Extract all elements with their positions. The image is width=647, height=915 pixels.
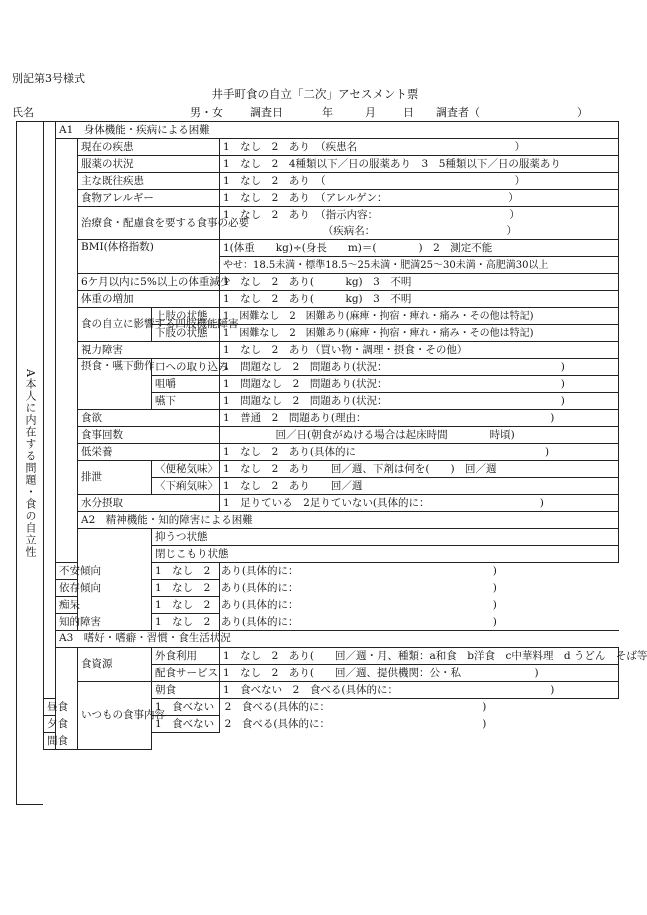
surveyor-label[interactable]: 調査者（ [436, 106, 480, 119]
surveyor-close: ） [577, 106, 588, 119]
appetite-value[interactable]: 1 普通 2 問題あり(理由： ) [220, 410, 619, 427]
appetite-label: 食欲 [78, 410, 220, 427]
intake-group-label: 摂食・嚥下動作 [78, 359, 152, 410]
past-disease-value[interactable]: 1 なし 2 あり （ ） [220, 173, 619, 190]
allergy-label: 食物アレルギー [78, 190, 220, 207]
upper-limb-value[interactable]: 1 困難なし 2 困難あり(麻痺・拘宿・痺れ・痛み・その他は特記) [220, 308, 619, 325]
weight-gain-label: 体重の増加 [78, 291, 220, 308]
therapy-diet-label: 治療食・配慮食を要する食事の必要 [78, 207, 220, 240]
delivery-value[interactable]: 1 なし 2 あり( 回／週、提供機関：公・私 ) [220, 665, 619, 682]
eating-out-label: 外食利用 [152, 648, 220, 665]
therapy-diet-value-2[interactable]: （疾病名： ） [220, 223, 619, 240]
a2-item-label: 閉じこもり状態 [152, 546, 619, 563]
section-a1-title: A1 身体機能・疾病による困難 [56, 122, 619, 139]
a2-item-label: 抑うつ状態 [152, 529, 619, 546]
year-label: 年 [322, 106, 333, 119]
vision-value[interactable]: 1 なし 2 あり（買い物・調理・摂食・その他） [220, 342, 619, 359]
section-a2-title: A2 精神機能・知的障害による困難 [78, 512, 619, 529]
diarrhea-label: 〈下痢気味〉 [152, 478, 220, 495]
snack-label: 間食 [44, 733, 56, 750]
limb-group-label: 食の自立に影響する四肢機能障害 [78, 308, 152, 342]
side-label-text: A本人に内在する問題・食の自立性 [24, 368, 37, 558]
current-disease-value[interactable]: 1 なし 2 あり （疾患名 ） [220, 139, 619, 156]
assessment-table [43, 121, 647, 750]
water-value[interactable]: 1 足りている 2足りていない(具体的に： ) [220, 495, 619, 512]
breakfast-label: 朝食 [152, 682, 220, 699]
current-disease-label: 現在の疾患 [78, 139, 220, 156]
delivery-label: 配食サービス [152, 665, 220, 682]
weight-loss-label: 6ケ月以内に5%以上の体重減少 [78, 274, 220, 291]
food-source-label: 食資源 [78, 648, 152, 682]
constipation-label: 〈便秘気味〉 [152, 461, 220, 478]
diarrhea-value[interactable]: 1 なし 2 あり 回／週 [220, 478, 619, 495]
meals-label: 食事回数 [78, 427, 220, 444]
a2-item-value[interactable]: 1 なし 2 あり(具体的に： ) [152, 597, 220, 614]
meals-value[interactable]: 回／日(朝食がぬける場合は起床時間 時頃) [220, 427, 619, 444]
chewing-value[interactable]: 1 問題なし 2 問題あり(状況： ) [220, 376, 619, 393]
dinner-label: 夕食 [44, 716, 56, 733]
month-label: 月 [365, 106, 376, 119]
weight-gain-value[interactable]: 1 なし 2 あり( kg) 3 不明 [220, 291, 619, 308]
swallowing-value[interactable]: 1 問題なし 2 問題あり(状況： ) [220, 393, 619, 410]
upper-limb-label: 上肢の状態 [152, 308, 220, 325]
excretion-group-label: 排泄 [78, 461, 152, 495]
mouth-intake-value[interactable]: 1 問題なし 2 問題あり(状況： ) [220, 359, 619, 376]
weight-loss-value[interactable]: 1 なし 2 あり( kg) 3 不明 [220, 274, 619, 291]
bmi-value-2: やせ：18.5未満・標準18.5～25未満・肥満25～30未満・高肥満30以上 [220, 257, 619, 274]
gender-label[interactable]: 男・女 [190, 106, 223, 119]
a2-item-label: 知的障害 [56, 614, 152, 631]
a3-title-blank [220, 631, 619, 648]
water-label: 水分摂取 [78, 495, 220, 512]
lower-limb-label: 下肢の状態 [152, 325, 220, 342]
a2-item-label: 痴呆 [56, 597, 152, 614]
vision-label: 視力障害 [78, 342, 220, 359]
side-label-cell [44, 122, 56, 699]
a2-item-label: 不安傾向 [56, 563, 152, 580]
bmi-value-1[interactable]: 1(体重 kg)÷(身長 m)＝( ) 2 測定不能 [220, 240, 619, 257]
swallowing-label: 嚥下 [152, 393, 220, 410]
eating-out-value[interactable]: 1 なし 2 あり( 回／週・月、種類：a和食 b洋食 c中華料理 d うどん そば等 [220, 648, 619, 665]
a2-item-label: 依存傾向 [56, 580, 152, 597]
side-label [16, 121, 43, 805]
day-label: 日 [403, 106, 414, 119]
section-a3-title: A3 嗜好・嗜癖・習慣・食生活状況 [56, 631, 220, 648]
lunch-label: 昼食 [44, 699, 56, 716]
undernutrition-label: 低栄養 [78, 444, 220, 461]
lunch-value[interactable]: 1 食べない 2 食べる(具体的に： ) [152, 699, 220, 716]
allergy-value[interactable]: 1 なし 2 あり （アレルゲン： ） [220, 190, 619, 207]
therapy-diet-value-1[interactable]: 1 なし 2 あり （指示内容： ） [220, 207, 619, 224]
dinner-value[interactable]: 1 食べない 2 食べる(具体的に： ) [152, 716, 220, 733]
mouth-intake-label: 口への取り込み [152, 359, 220, 376]
breakfast-value[interactable]: 1 食べない 2 食べる(具体的に： ) [220, 682, 619, 699]
lower-limb-value[interactable]: 1 困難なし 2 困難あり(麻痺・拘宿・痺れ・痛み・その他は特記) [220, 325, 619, 342]
bmi-label: BMI(体格指数) [78, 240, 220, 274]
a2-item-value[interactable]: 1 なし 2 あり(具体的に： ) [152, 580, 220, 597]
medication-value[interactable]: 1 なし 2 4種類以下／日の服薬あり 3 5種類以下／日の服薬あり [220, 156, 619, 173]
undernutrition-value[interactable]: 1 なし 2 あり(具体的に ) [220, 444, 619, 461]
constipation-value[interactable]: 1 なし 2 あり 回／週、下剤は何を( ) 回／週 [220, 461, 619, 478]
snack-value[interactable] [152, 733, 220, 750]
past-disease-label: 主な既往疾患 [78, 173, 220, 190]
survey-date-label: 調査日 [250, 106, 283, 119]
usual-meals-label: いつもの食事内容 [78, 682, 152, 750]
a2-item-value[interactable]: 1 なし 2 あり(具体的に： ) [152, 563, 220, 580]
a2-item-value[interactable]: 1 なし 2 あり(具体的に： ) [152, 614, 220, 631]
medication-label: 服薬の状況 [78, 156, 220, 173]
form-number: 別記第3号様式 [12, 72, 85, 85]
document-title: 井手町食の自立「二次」アセスメント票 [211, 87, 419, 101]
chewing-label: 咀嚼 [152, 376, 220, 393]
name-label[interactable]: 氏名 [12, 106, 34, 119]
header-row [12, 104, 618, 118]
a1-indent [56, 139, 78, 563]
